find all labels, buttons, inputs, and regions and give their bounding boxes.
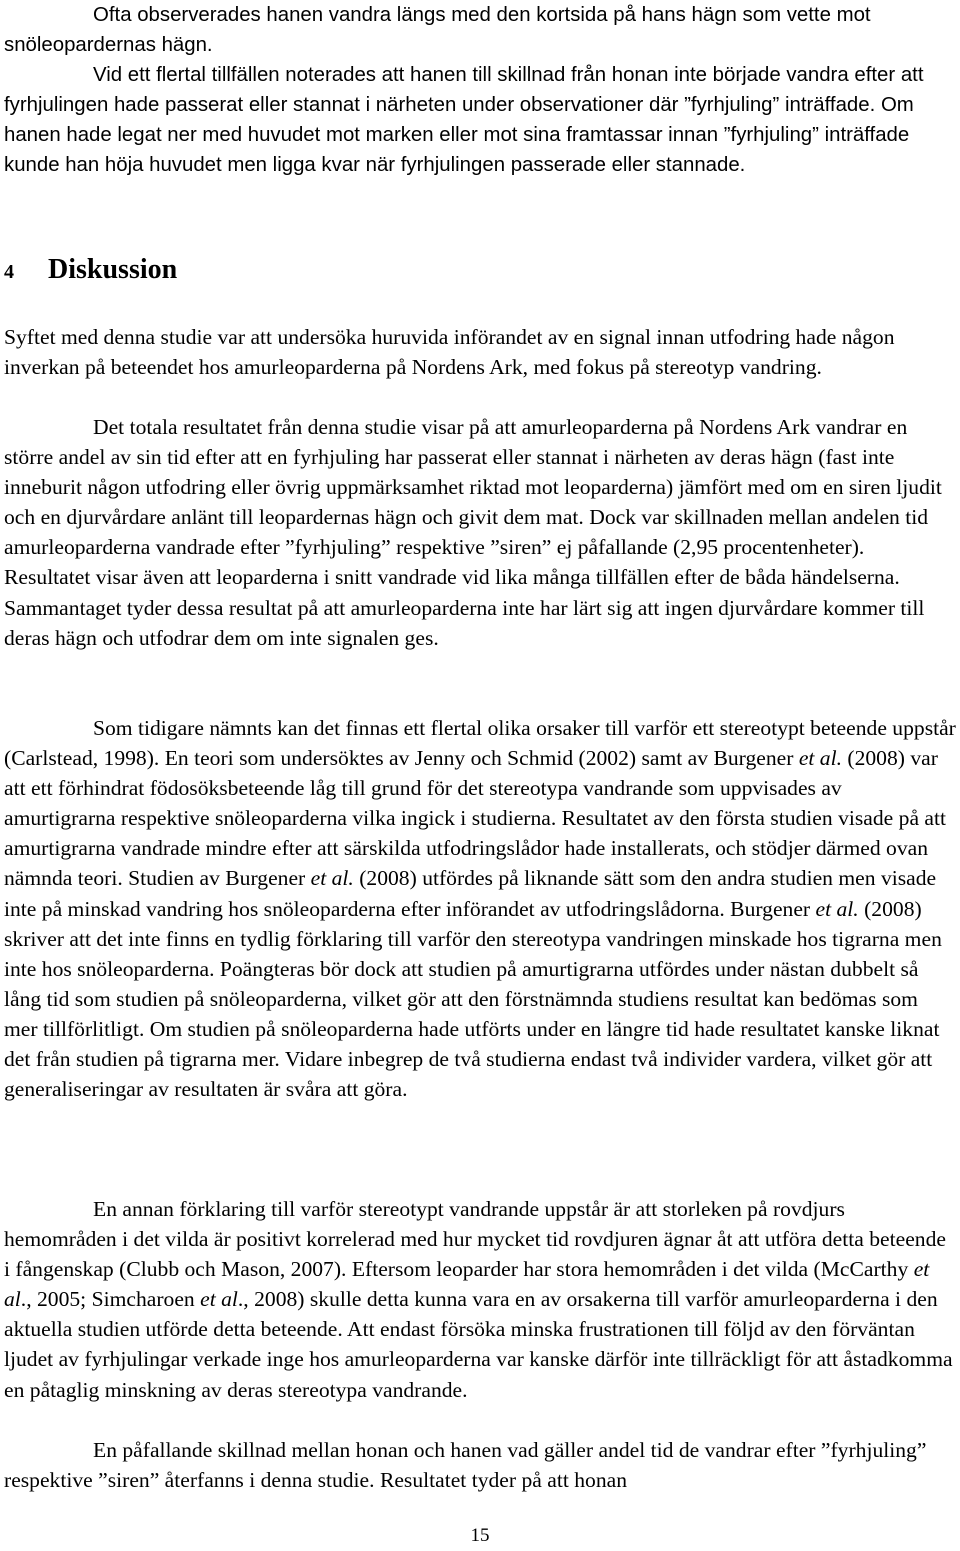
paragraph-3-part-d: (2008) skriver att det inte finns en tydlig förklaring till varför den stereotypa vandringen minskade hos tigrarna men inte hos snöleoparderna. Poängteras bör dock att studien på amurtigrarna utfördes under nästan dubbelt så lång tid som studien på snöleoparderna, vilket gör att den förstnämnda studiens resultat kan bedömas som mer tillförlitligt. Om studien på snöleoparderna hade utförts under en längre tid hade resultatet kanske liknat det från studien på tigrarna mer. Vidare inbegrep de två studierna endast två individer vardera, vilket gör att generaliseringar av resultaten är svåra att göra. — [4, 896, 942, 1102]
section-title: Diskussion — [48, 254, 178, 285]
et-al-2: et al. — [310, 866, 354, 891]
paragraph-2: Det totala resultatet från denna studie visar på att amurleoparderna på Nordens Ark vandrar en större andel av sin tid efter att en fyrhjuling har passerat eller stannat i närheten av deras hägn (fast inte inneburit någon utfodring eller övrig uppmärksamhet riktad mot leoparderna) jämfört med om en siren ljudit och en djurvårdare anlänt till leopardernas hägn och givit dem mat. Dock var skillnaden mellan andelen tid amurleoparderna vandrade efter ”fyrhjuling” respektive ”siren” ej påfallande (2,95 procentenheter). Resultatet visar även att leoparderna i snitt vandrade vid lika många tillfällen efter de båda händelserna. Sammantaget tyder dessa resultat på att amurleoparderna inte har lärt sig att ingen djurvårdare kommer till deras hägn och utfodrar dem om inte signalen ges. — [4, 415, 942, 650]
paragraph-3-part-c: (2008) utfördes på liknande sätt som den andra studien men visade inte på minskad vandring hos snöleoparderna efter införandet av utfodringslådorna. Burgener — [4, 866, 937, 921]
paragraph-3-part-b: (2008) var att ett förhindrat födosöksbeteende låg till grund för det stereotypa vandrande som uppvisades av amurtigrarna respektive snöleoparderna vilka ingick i studierna. Resultatet av den första studien visade på att amurtigrarna vandrade mindre efter att särskilda utfodringslådor hade installerats, och stödjer därmed ovan nämnda teori. Studien av Burgener — [4, 746, 947, 891]
paragraph-4-part-b: ., 2005; Simcharoen — [20, 1287, 201, 1312]
paragraph-5: En påfallande skillnad mellan honan och hanen vad gäller andel tid de vandrar efter ”fyrhjuling” respektive ”siren” återfanns i denna studie. Resultatet tyder på att honan — [4, 1438, 927, 1493]
et-al-3: et al. — [815, 896, 859, 921]
paragraph-top-1: Ofta observerades hanen vandra längs med den kortsida på hans hägn som vette mot snöleopardernas hägn. — [4, 4, 871, 56]
paragraph-3-part-a: Som tidigare nämnts kan det finnas ett flertal olika orsaker till varför ett stereotypt beteende uppstår (Carlstead, 1998). En teori som undersöktes av Jenny och Schmid (2002) samt av Burgener — [4, 716, 956, 771]
paragraph-4-part-a: En annan förklaring till varför stereotypt vandrande uppstår är att storleken på rovdjurs hemområden i det vilda är positivt korrelerad med hur mycket tid rovdjuren ägnar åt att utföra detta beteende i fångenskap (Clubb och Mason, 2007). Eftersom leoparder har stora hemområden i det vilda (McCarthy — [4, 1197, 946, 1282]
et-al-1: et al. — [798, 746, 842, 771]
page-number: 15 — [470, 1525, 490, 1546]
paragraph-top-2: Vid ett flertal tillfällen noterades att hanen till skillnad från honan inte började vandra efter att fyrhjulingen hade passerat eller stannat i närheten under observationer där ”fyrhjuling” inträffade. Om hanen hade legat ner med huvudet mot marken eller mot sina framtassar innan ”fyrhjuling” inträffade kunde han höja huvudet men ligga kvar när fyrhjulingen passerade eller stannade. — [4, 64, 924, 176]
et-al-5: et al — [200, 1287, 238, 1312]
paragraph-4 — [4, 1194, 956, 1405]
section-number: 4 — [4, 261, 14, 283]
section-heading — [4, 254, 177, 286]
et-al-4: et al — [4, 1257, 930, 1312]
paragraph-4-part-c: ., 2008) skulle detta kunna vara en av orsakerna till varför amurleoparderna i den aktuella studien utförde detta beteende. Att endast försöka minska frustrationen till följd av den förväntan ljudet av fyrhjulingar verkade inge hos amurleoparderna var kanske därför inte tillräckligt för att åstadkomma en påtaglig minskning av deras stereotypa vandrande. — [4, 1287, 953, 1402]
paragraph-3 — [4, 713, 956, 1104]
paragraph-1: Syftet med denna studie var att undersöka huruvida införandet av en signal innan utfodring hade någon inverkan på beteendet hos amurleoparderna på Nordens Ark, med fokus på stereotyp vandring. — [4, 325, 895, 380]
